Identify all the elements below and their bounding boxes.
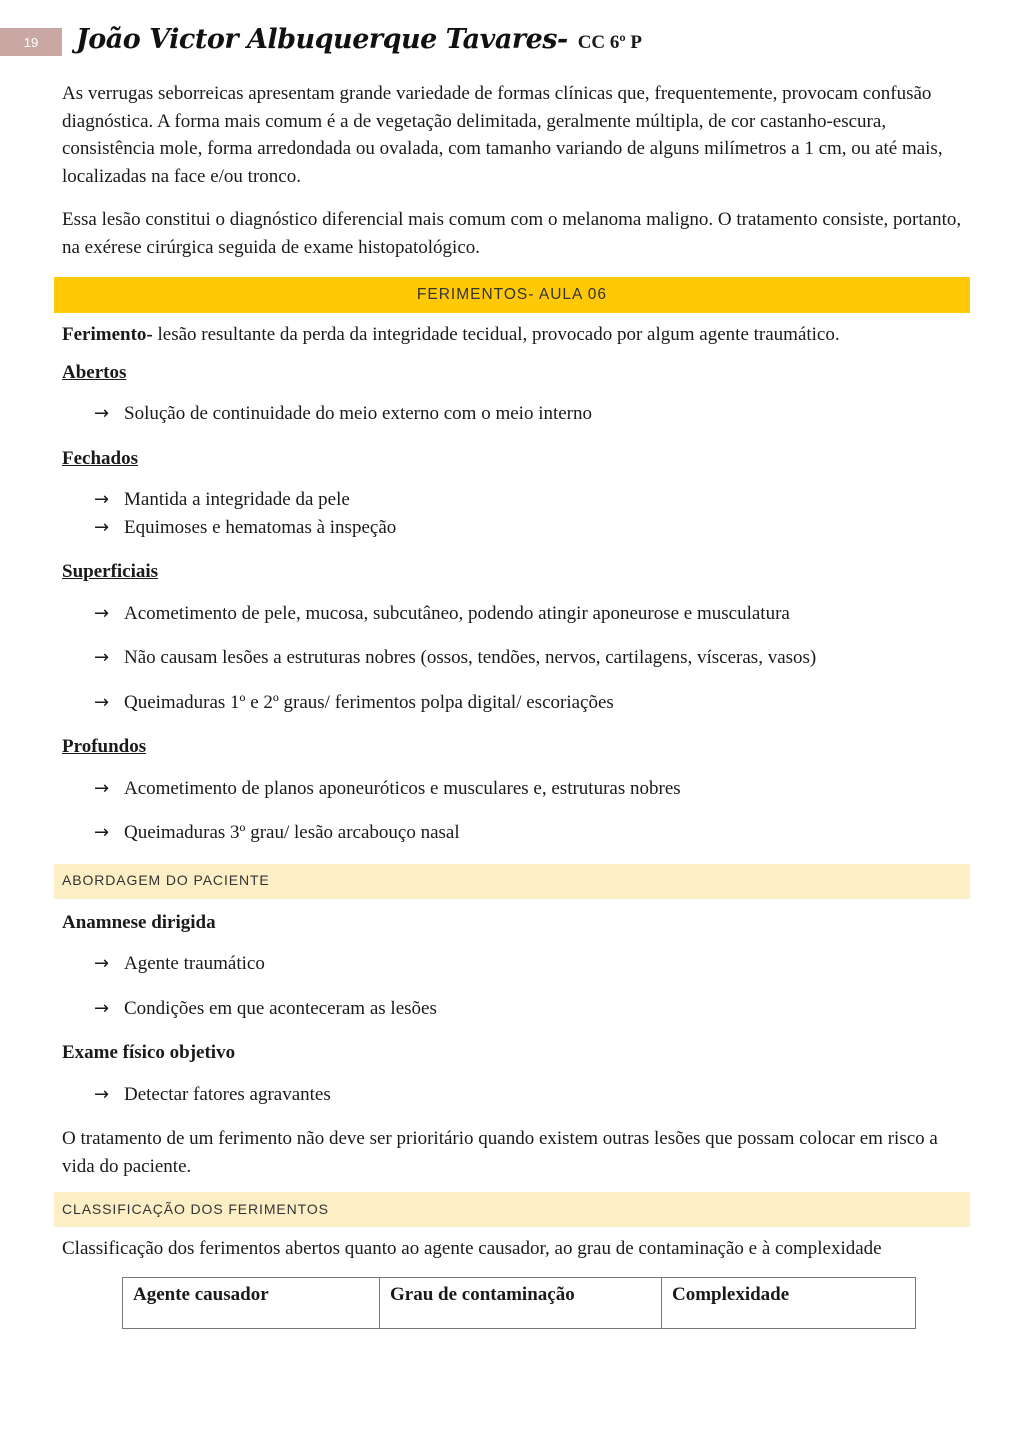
ferimento-definition <box>62 321 970 349</box>
course-label: CC 6º P <box>577 32 643 53</box>
table-header-grau: Grau de contaminação <box>380 1277 662 1329</box>
arrow-right-icon: → <box>94 1083 110 1105</box>
heading-fechados: Fechados <box>62 447 138 469</box>
definition-term: Ferimento- <box>62 324 153 345</box>
list-item: → Solução de continuidade do meio externo com o meio interno <box>94 400 970 428</box>
table-header-row <box>123 1277 916 1329</box>
arrow-right-icon: → <box>94 777 110 799</box>
list-item: → Não causam lesões a estruturas nobres (ossos, tendões, nervos, cartilagens, vísceras, vasos) <box>94 644 970 672</box>
arrow-right-icon: → <box>94 602 110 624</box>
list-item: → Detectar fatores agravantes <box>94 1081 970 1109</box>
list-item: → Equimoses e hematomas à inspeção <box>94 514 970 542</box>
list-item: → Acometimento de pele, mucosa, subcutâneo, podendo atingir aponeurose e musculatura <box>94 600 970 628</box>
arrow-right-icon: → <box>94 516 110 538</box>
list-item: → Queimaduras 3º grau/ lesão arcabouço nasal <box>94 819 970 847</box>
heading-exame: Exame físico objetivo <box>62 1042 236 1063</box>
list-item: → Queimaduras 1º e 2º graus/ ferimentos polpa digital/ escoriações <box>94 689 970 717</box>
arrow-right-icon: → <box>94 822 110 843</box>
arrow-right-icon: → <box>94 489 110 510</box>
heading-anamnese: Anamnese dirigida <box>62 911 216 933</box>
table-header-complexidade: Complexidade <box>662 1277 916 1329</box>
list-superficiais <box>62 600 970 717</box>
list-anamnese <box>62 950 970 1022</box>
classificacao-intro: Classificação dos ferimentos abertos quanto ao agente causador, ao grau de contaminação e à complexidade <box>62 1238 882 1259</box>
heading-abertos: Abertos <box>62 361 127 383</box>
list-item: → Acometimento de planos aponeuróticos e musculares e, estruturas nobres <box>94 775 970 803</box>
list-item: → Condições em que aconteceram as lesões <box>94 995 970 1023</box>
arrow-right-icon: → <box>94 953 110 974</box>
section-title-abordagem: ABORDAGEM DO PACIENTE <box>54 864 970 899</box>
list-item: → Mantida a integridade da pele <box>94 486 970 514</box>
section-title-ferimentos: FERIMENTOS- AULA 06 <box>54 277 970 313</box>
heading-superficiais: Superficiais <box>62 561 159 582</box>
arrow-right-icon: → <box>94 403 110 424</box>
arrow-right-icon: → <box>94 691 110 713</box>
list-item: → Agente traumático <box>94 950 970 978</box>
author-name: João Victor Albuquerque Tavares- <box>76 24 568 55</box>
intro-paragraph-1: As verrugas seborreicas apresentam grande variedade de formas clínicas que, frequentemente, provocam confusão diagnóstica. A forma mais comum é a de vegetação delimitada, geralmente múltipla, de cor castanho-escura, consistência mole, forma arredondada ou ovalada, com tamanho variando de alguns milímetros a 1 cm, ou até mais, localizadas na face e/ou tronco. <box>62 83 943 187</box>
intro-paragraph-2: Essa lesão constitui o diagnóstico diferencial mais comum com o melanoma maligno. O tratamento consiste, portanto, na exérese cirúrgica seguida de exame histopatológico. <box>62 209 962 258</box>
arrow-right-icon: → <box>94 997 110 1019</box>
list-profundos <box>62 775 970 847</box>
definition-text: lesão resultante da perda da integridade tecidual, provocado por algum agente traumático. <box>152 324 840 345</box>
list-fechados <box>62 486 970 541</box>
table-header-agente: Agente causador <box>123 1277 380 1329</box>
heading-profundos: Profundos <box>62 736 147 757</box>
classification-table <box>122 1277 916 1330</box>
section-title-classificacao: CLASSIFICAÇÃO DOS FERIMENTOS <box>54 1192 970 1227</box>
page-number: 19 <box>0 28 62 56</box>
list-exame <box>62 1081 970 1109</box>
document-body <box>62 80 970 1329</box>
treatment-note: O tratamento de um ferimento não deve ser prioritário quando existem outras lesões que possam colocar em risco a vida do paciente. <box>62 1128 938 1177</box>
page-header <box>76 24 642 55</box>
list-abertos <box>62 400 970 428</box>
arrow-right-icon: → <box>94 647 110 668</box>
